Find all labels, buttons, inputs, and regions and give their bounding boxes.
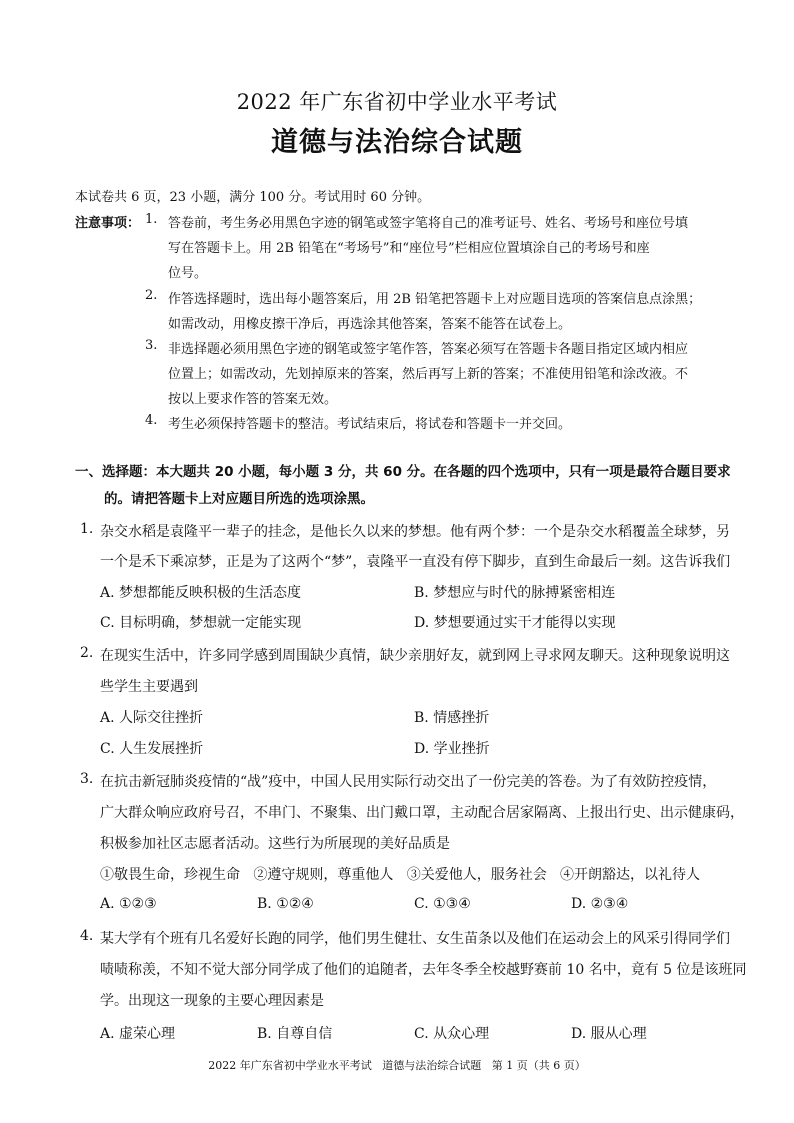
option-d: D. 梦想要通过实干才能得以实现 <box>414 615 616 631</box>
question-stem: 在抗击新冠肺炎疫情的“战”疫中，中国人民用实际行动交出了一份完美的答卷。为了有效防控疫情， <box>100 774 717 790</box>
exam-intro: 本试卷共 6 页，23 小题，满分 100 分。考试用时 60 分钟。 <box>75 190 431 205</box>
option-c: C. 人生发展挫折 <box>100 741 204 757</box>
note-line: 写在答题卡上。用 2B 铅笔在“考场号”和“座位号”栏相应位置填涂自己的考场号和座 <box>168 241 650 256</box>
note-line: 位置上；如需改动，先划掉原来的答案，然后再写上新的答案；不准使用铅笔和涂改液。不 <box>168 367 689 382</box>
question-number: 1. <box>80 521 94 537</box>
note-number: 4. <box>145 413 158 428</box>
note-line: 位号。 <box>168 266 208 281</box>
note-number: 1. <box>145 212 158 227</box>
option-a: A. 梦想都能反映积极的生活态度 <box>100 585 302 601</box>
question-stem: 广大群众响应政府号召，不串门、不聚集、出门戴口罩，主动配合居家隔离、上报出行史、出示健康码， <box>100 805 744 821</box>
option-a: A. 虚荣心理 <box>100 1026 176 1042</box>
option-c: C. ①③④ <box>414 896 471 912</box>
option-a: A. 人际交往挫折 <box>100 710 204 726</box>
question-statements: ①敬畏生命，珍视生命 ②遵守规则，尊重他人 ③关爱他人，服务社会 ④开朗豁达，以礼待人 <box>100 867 701 883</box>
note-line: 如需改动，用橡皮擦干净后，再选涂其他答案，答案不能答在试卷上。 <box>168 317 572 332</box>
option-d: D. ②③④ <box>571 896 629 912</box>
question-stem: 杂交水稻是袁隆平一辈子的挂念，是他长久以来的梦想。他有两个梦：一个是杂交水稻覆盖全球梦，另 <box>100 524 730 540</box>
option-b: B. 情感挫折 <box>414 710 490 726</box>
option-b: B. 梦想应与时代的脉搏紧密相连 <box>414 585 616 601</box>
question-number: 3. <box>80 771 94 787</box>
note-line: 按以上要求作答的答案无效。 <box>168 392 338 407</box>
option-b: B. 自尊自信 <box>257 1026 333 1042</box>
note-line: 考生必须保持答题卡的整洁。考试结束后，将试卷和答题卡一并交回。 <box>168 417 572 432</box>
question-stem: 啧啧称羡，不知不觉大部分同学成了他们的追随者，去年冬季全校越野赛前 10 名中，竟有 5 位是该班同 <box>100 962 747 978</box>
question-stem: 一个是禾下乘凉梦，正是为了这两个“梦”，袁隆平一直没有停下脚步，直到生命最后一刻。这告诉我们 <box>100 554 731 570</box>
question-stem: 些学生主要遇到 <box>100 679 198 695</box>
question-number: 2. <box>80 645 94 661</box>
exam-title: 2022 年广东省初中学业水平考试 <box>236 90 558 114</box>
option-b: B. ①②④ <box>257 896 314 912</box>
note-line: 作答选择题时，选出每小题答案后，用 2B 铅笔把答题卡上对应题目选项的答案信息点涂黑； <box>168 292 702 307</box>
note-line: 非选择题必须用黑色字迹的钢笔或签字笔作答，答案必须写在答题卡各题目指定区域内相应 <box>168 342 689 357</box>
section-heading-cont: 的。请把答题卡上对应题目所选的选项涂黑。 <box>104 491 374 507</box>
option-d: D. 学业挫折 <box>414 741 490 757</box>
note-line: 答卷前，考生务必用黑色字迹的钢笔或签字笔将自己的准考证号、姓名、考场号和座位号填 <box>168 216 689 231</box>
question-stem: 在现实生活中，许多同学感到周围缺少真情，缺少亲朋好友，就到网上寻求网友聊天。这种现象说明这 <box>100 648 730 664</box>
page-footer: 2022 年广东省初中学业水平考试 道德与法治综合试题 第 1 页（共 6 页） <box>208 1059 586 1072</box>
subject-title: 道德与法治综合试题 <box>271 127 523 158</box>
section-heading: 一、选择题：本大题共 20 小题，每小题 3 分，共 60 分。在各题的四个选项中，只有一项是最符合题目要求 <box>75 464 731 480</box>
option-a: A. ①②③ <box>100 896 157 912</box>
option-c: C. 目标明确，梦想就一定能实现 <box>100 615 302 631</box>
note-number: 3. <box>145 338 158 353</box>
question-stem: 积极参加社区志愿者活动。这些行为所展现的美好品质是 <box>100 836 450 852</box>
notes-label: 注意事项： <box>75 216 141 231</box>
question-stem: 某大学有个班有几名爱好长跑的同学，他们男生健壮、女生苗条以及他们在运动会上的风采引得同学们 <box>100 931 730 947</box>
note-number: 2. <box>145 288 158 303</box>
question-stem: 学。出现这一现象的主要心理因素是 <box>100 993 324 1009</box>
question-number: 4. <box>80 928 94 944</box>
option-d: D. 服从心理 <box>571 1026 647 1042</box>
option-c: C. 从众心理 <box>414 1026 490 1042</box>
